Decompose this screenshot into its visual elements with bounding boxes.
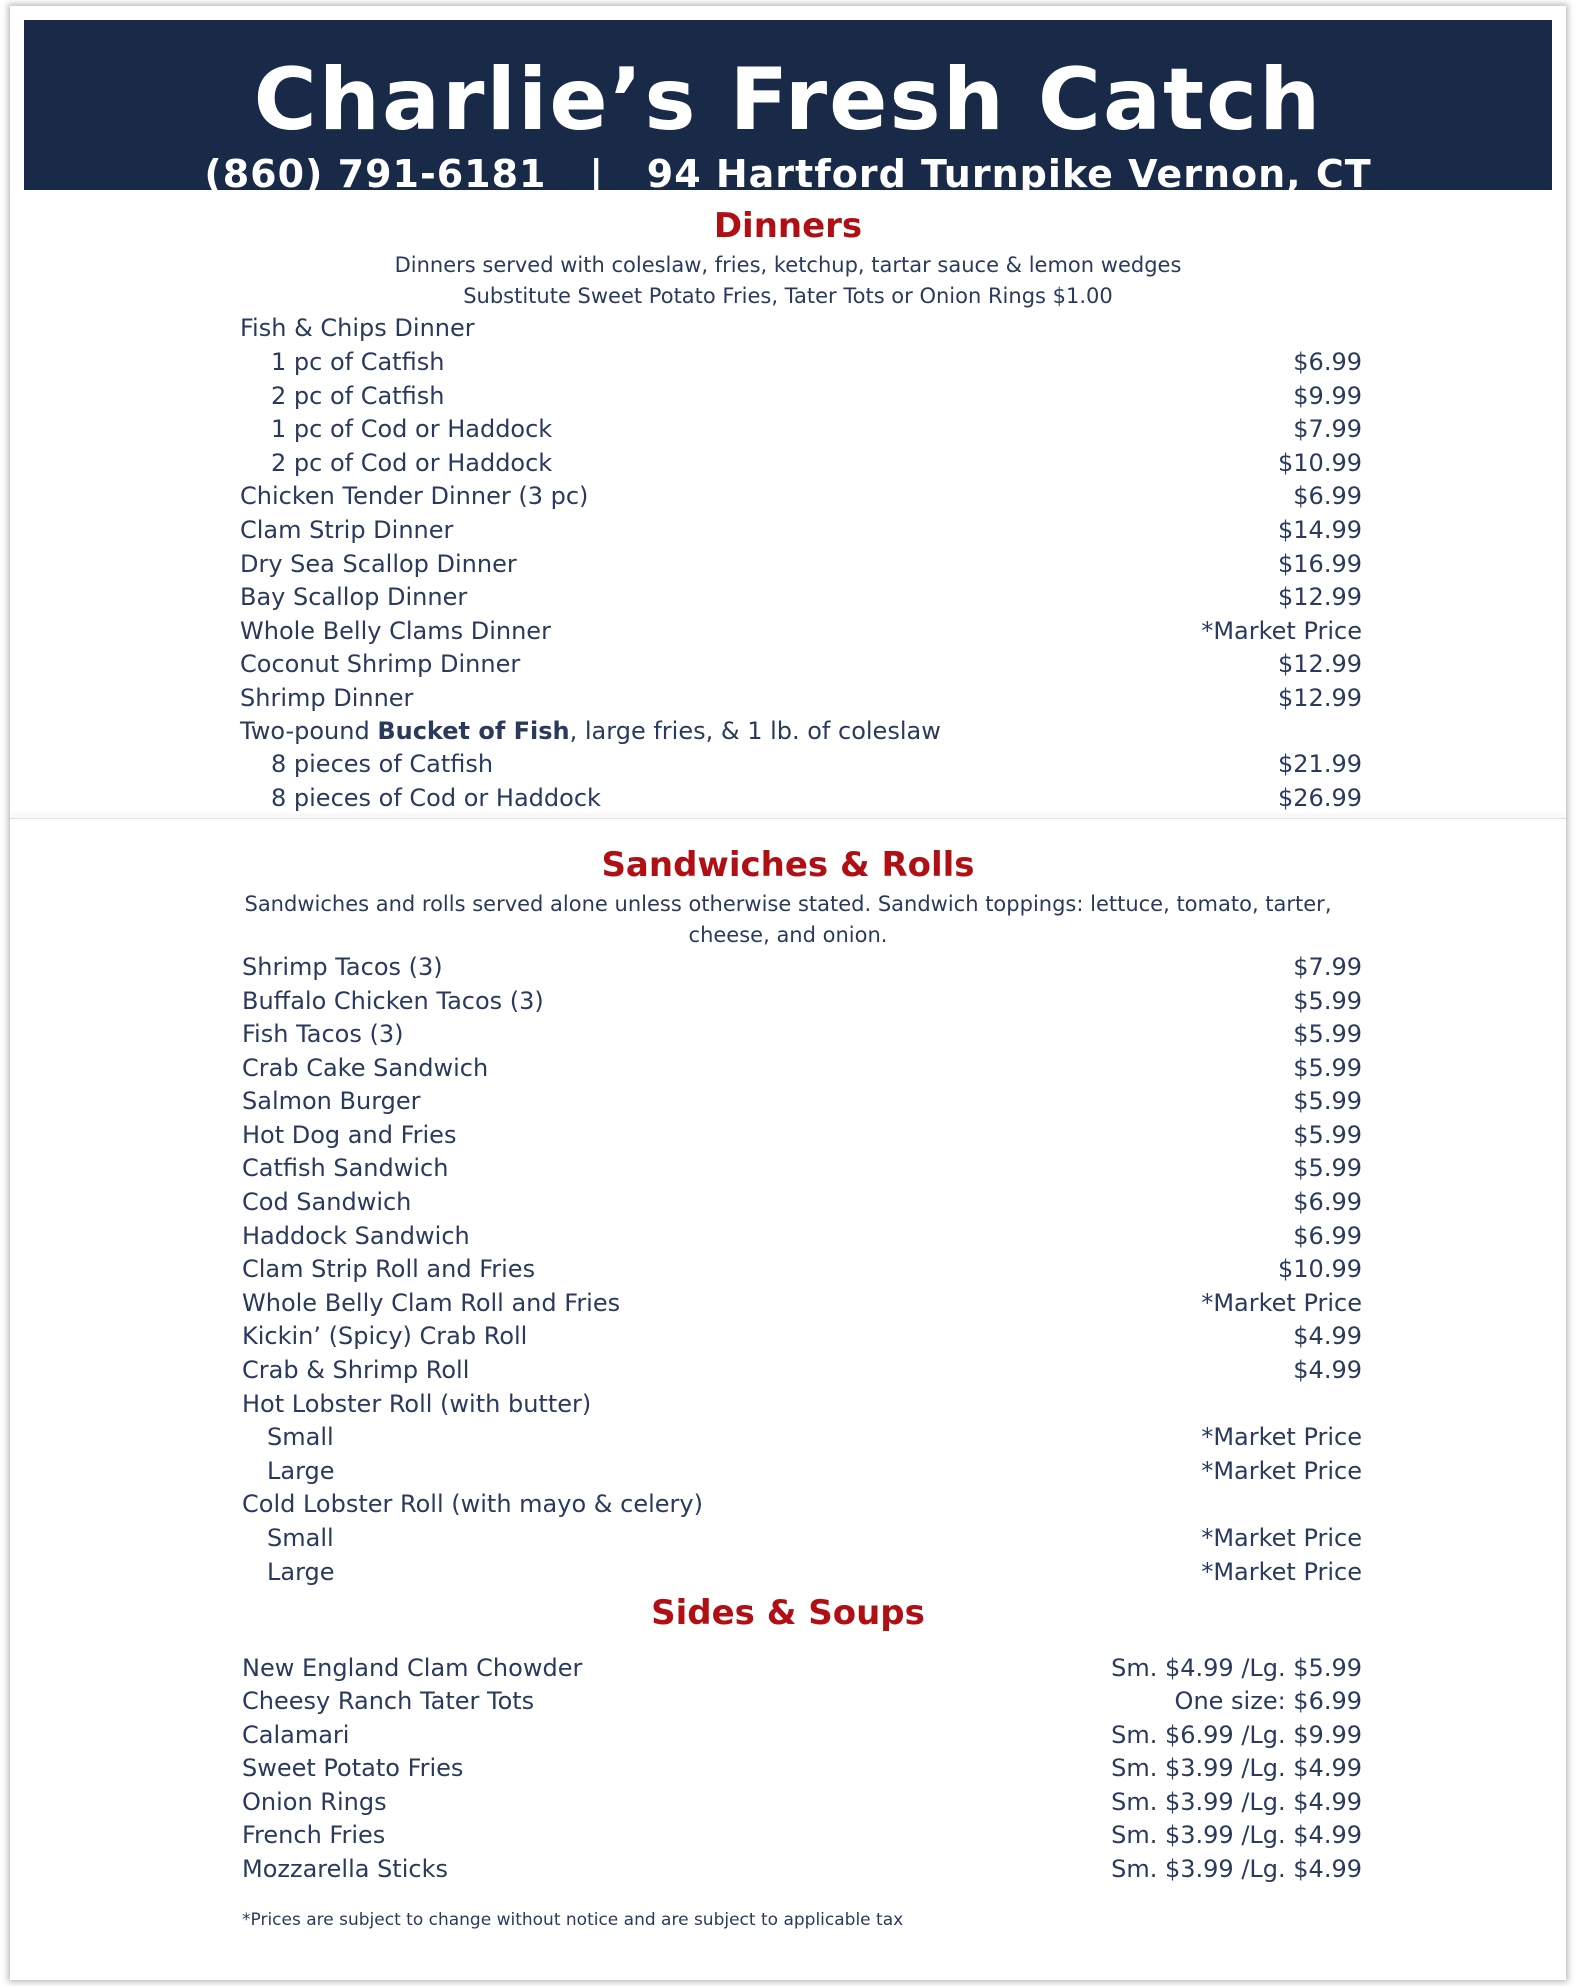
item-price: Sm. $6.99 /Lg. $9.99 xyxy=(1111,1721,1362,1749)
item-name: Cold Lobster Roll (with mayo & celery) xyxy=(242,1490,703,1518)
item-name: Clam Strip Dinner xyxy=(240,516,454,544)
header-banner xyxy=(24,20,1552,196)
item-name: Crab Cake Sandwich xyxy=(242,1054,489,1082)
item-price: $5.99 xyxy=(1293,1154,1362,1182)
item-price: $6.99 xyxy=(1293,1188,1362,1216)
item-price: *Market Price xyxy=(1201,1423,1362,1451)
item-price: $5.99 xyxy=(1293,1087,1362,1115)
section-title-dinners: Dinners xyxy=(713,206,863,246)
item-price: $7.99 xyxy=(1293,953,1362,981)
item-name: Coconut Shrimp Dinner xyxy=(240,650,521,678)
item-price: *Market Price xyxy=(1201,1457,1362,1485)
menu-row xyxy=(242,1785,1362,1819)
restaurant-name: Charlie’s Fresh Catch xyxy=(253,50,1323,150)
menu-row xyxy=(240,479,1362,513)
item-price: *Market Price xyxy=(1201,1289,1362,1317)
item-name: 1 pc of Cod or Haddock xyxy=(271,415,553,443)
item-price: Sm. $3.99 /Lg. $4.99 xyxy=(1111,1821,1362,1849)
menu-row xyxy=(242,1084,1362,1118)
menu-row xyxy=(242,1555,1362,1589)
menu-row xyxy=(240,379,1362,413)
item-name: Shrimp Dinner xyxy=(240,684,414,712)
menu-row xyxy=(242,984,1362,1018)
item-name: Catfish Sandwich xyxy=(242,1154,449,1182)
item-price: $10.99 xyxy=(1278,1255,1362,1283)
item-price: *Market Price xyxy=(1201,617,1362,645)
menu-row xyxy=(242,1319,1362,1353)
item-name: Onion Rings xyxy=(242,1788,387,1816)
item-price: One size: $6.99 xyxy=(1174,1687,1362,1715)
menu-row xyxy=(240,446,1362,480)
menu-row xyxy=(242,1051,1362,1085)
item-name-post: , large fries, & 1 lb. of coleslaw xyxy=(569,717,941,745)
item-name-pre: Two-pound xyxy=(240,717,378,745)
menu-row xyxy=(240,747,1362,781)
item-name: Small xyxy=(267,1524,334,1552)
item-name: Hot Lobster Roll (with butter) xyxy=(242,1390,592,1418)
menu-row xyxy=(240,681,1362,715)
item-name: Buffalo Chicken Tacos (3) xyxy=(242,987,544,1015)
item-name: 8 pieces of Catfish xyxy=(271,750,494,778)
item-name: Fish & Chips Dinner xyxy=(240,314,475,342)
menu-row xyxy=(242,1185,1362,1219)
menu-row xyxy=(240,345,1362,379)
item-name: Cod Sandwich xyxy=(242,1188,412,1216)
item-name: Whole Belly Clams Dinner xyxy=(240,617,551,645)
page-fold-divider xyxy=(10,818,1566,819)
menu-row xyxy=(242,1387,1362,1421)
item-name: Shrimp Tacos (3) xyxy=(242,953,443,981)
menu-row xyxy=(240,547,1362,581)
menu-row xyxy=(240,513,1362,547)
menu-row xyxy=(242,1454,1362,1488)
item-price: Sm. $3.99 /Lg. $4.99 xyxy=(1111,1855,1362,1883)
section-title-sandwiches: Sandwiches & Rolls xyxy=(601,845,975,885)
menu-row xyxy=(242,1151,1362,1185)
item-price: $21.99 xyxy=(1278,750,1362,778)
item-name: 8 pieces of Cod or Haddock xyxy=(271,784,601,812)
item-price: $9.99 xyxy=(1293,382,1362,410)
item-name: Cheesy Ranch Tater Tots xyxy=(242,1687,535,1715)
item-price: $5.99 xyxy=(1293,1020,1362,1048)
item-price: Sm. $3.99 /Lg. $4.99 xyxy=(1111,1754,1362,1782)
menu-row xyxy=(240,311,1362,345)
menu-row xyxy=(242,1818,1362,1852)
item-price: $5.99 xyxy=(1293,1054,1362,1082)
dinners-note-2: Substitute Sweet Potato Fries, Tater Tots or Onion Rings $1.00 xyxy=(463,284,1113,308)
menu-row xyxy=(242,1487,1362,1521)
dinners-note-1: Dinners served with coleslaw, fries, ketchup, tartar sauce & lemon wedges xyxy=(394,253,1182,277)
menu-row xyxy=(240,412,1362,446)
item-price: $5.99 xyxy=(1293,987,1362,1015)
item-price: $12.99 xyxy=(1278,684,1362,712)
item-name: New England Clam Chowder xyxy=(242,1654,583,1682)
item-name: Large xyxy=(267,1558,335,1586)
item-name: Chicken Tender Dinner (3 pc) xyxy=(240,482,589,510)
item-price: $6.99 xyxy=(1293,482,1362,510)
item-price: $12.99 xyxy=(1278,650,1362,678)
menu-row xyxy=(240,614,1362,648)
item-price: $26.99 xyxy=(1278,784,1362,812)
item-name: Large xyxy=(267,1457,335,1485)
price-footnote: *Prices are subject to change without notice and are subject to applicable tax xyxy=(242,1910,904,1930)
menu-row xyxy=(242,1684,1362,1718)
item-name: 2 pc of Cod or Haddock xyxy=(271,449,553,477)
menu-row xyxy=(242,1219,1362,1253)
item-price: $12.99 xyxy=(1278,583,1362,611)
menu-row xyxy=(240,647,1362,681)
item-name: Mozzarella Sticks xyxy=(242,1855,448,1883)
item-price: $4.99 xyxy=(1293,1322,1362,1350)
item-name: Small xyxy=(267,1423,334,1451)
sandwiches-note-2: cheese, and onion. xyxy=(688,923,888,947)
item-name-bold: Bucket of Fish xyxy=(377,717,570,745)
item-price: $6.99 xyxy=(1293,348,1362,376)
item-price: Sm. $4.99 /Lg. $5.99 xyxy=(1111,1654,1362,1682)
menu-row xyxy=(242,1521,1362,1555)
item-name: 1 pc of Catfish xyxy=(271,348,445,376)
item-name: Bay Scallop Dinner xyxy=(240,583,468,611)
item-name: Dry Sea Scallop Dinner xyxy=(240,550,517,578)
item-name: Clam Strip Roll and Fries xyxy=(242,1255,536,1283)
item-name: Whole Belly Clam Roll and Fries xyxy=(242,1289,621,1317)
item-name xyxy=(240,714,941,748)
item-name: Fish Tacos (3) xyxy=(242,1020,404,1048)
item-name: Sweet Potato Fries xyxy=(242,1754,464,1782)
item-price: $7.99 xyxy=(1293,415,1362,443)
item-name: Calamari xyxy=(242,1721,350,1749)
item-price: $4.99 xyxy=(1293,1356,1362,1384)
item-price: $6.99 xyxy=(1293,1222,1362,1250)
item-name: Kickin’ (Spicy) Crab Roll xyxy=(242,1322,528,1350)
item-name: Hot Dog and Fries xyxy=(242,1121,457,1149)
menu-row xyxy=(242,1286,1362,1320)
item-name: Salmon Burger xyxy=(242,1087,421,1115)
menu-row xyxy=(240,580,1362,614)
item-price: $16.99 xyxy=(1278,550,1362,578)
menu-row xyxy=(242,1420,1362,1454)
menu-row xyxy=(242,1852,1362,1886)
item-price: Sm. $3.99 /Lg. $4.99 xyxy=(1111,1788,1362,1816)
menu-row xyxy=(242,1651,1362,1685)
item-name: Haddock Sandwich xyxy=(242,1222,470,1250)
menu-row xyxy=(242,1751,1362,1785)
contact-line: (860) 791-6181 | 94 Hartford Turnpike Vernon, CT xyxy=(204,152,1372,196)
menu-row xyxy=(240,714,1362,748)
sandwiches-note-1: Sandwiches and rolls served alone unless otherwise stated. Sandwich toppings: lettuce, tomato, tarter, xyxy=(244,892,1332,916)
item-name: French Fries xyxy=(242,1821,386,1849)
menu-row xyxy=(242,1252,1362,1286)
menu-row xyxy=(242,1353,1362,1387)
menu-row xyxy=(242,950,1362,984)
item-price: *Market Price xyxy=(1201,1558,1362,1586)
item-price: $5.99 xyxy=(1293,1121,1362,1149)
item-name: 2 pc of Catfish xyxy=(271,382,445,410)
menu-row xyxy=(242,1718,1362,1752)
item-name: Crab & Shrimp Roll xyxy=(242,1356,470,1384)
menu-row xyxy=(242,1118,1362,1152)
menu-row xyxy=(240,781,1362,815)
menu-row xyxy=(242,1017,1362,1051)
item-price: $14.99 xyxy=(1278,516,1362,544)
item-price: $10.99 xyxy=(1278,449,1362,477)
item-price: *Market Price xyxy=(1201,1524,1362,1552)
section-title-sides: Sides & Soups xyxy=(651,1593,925,1633)
